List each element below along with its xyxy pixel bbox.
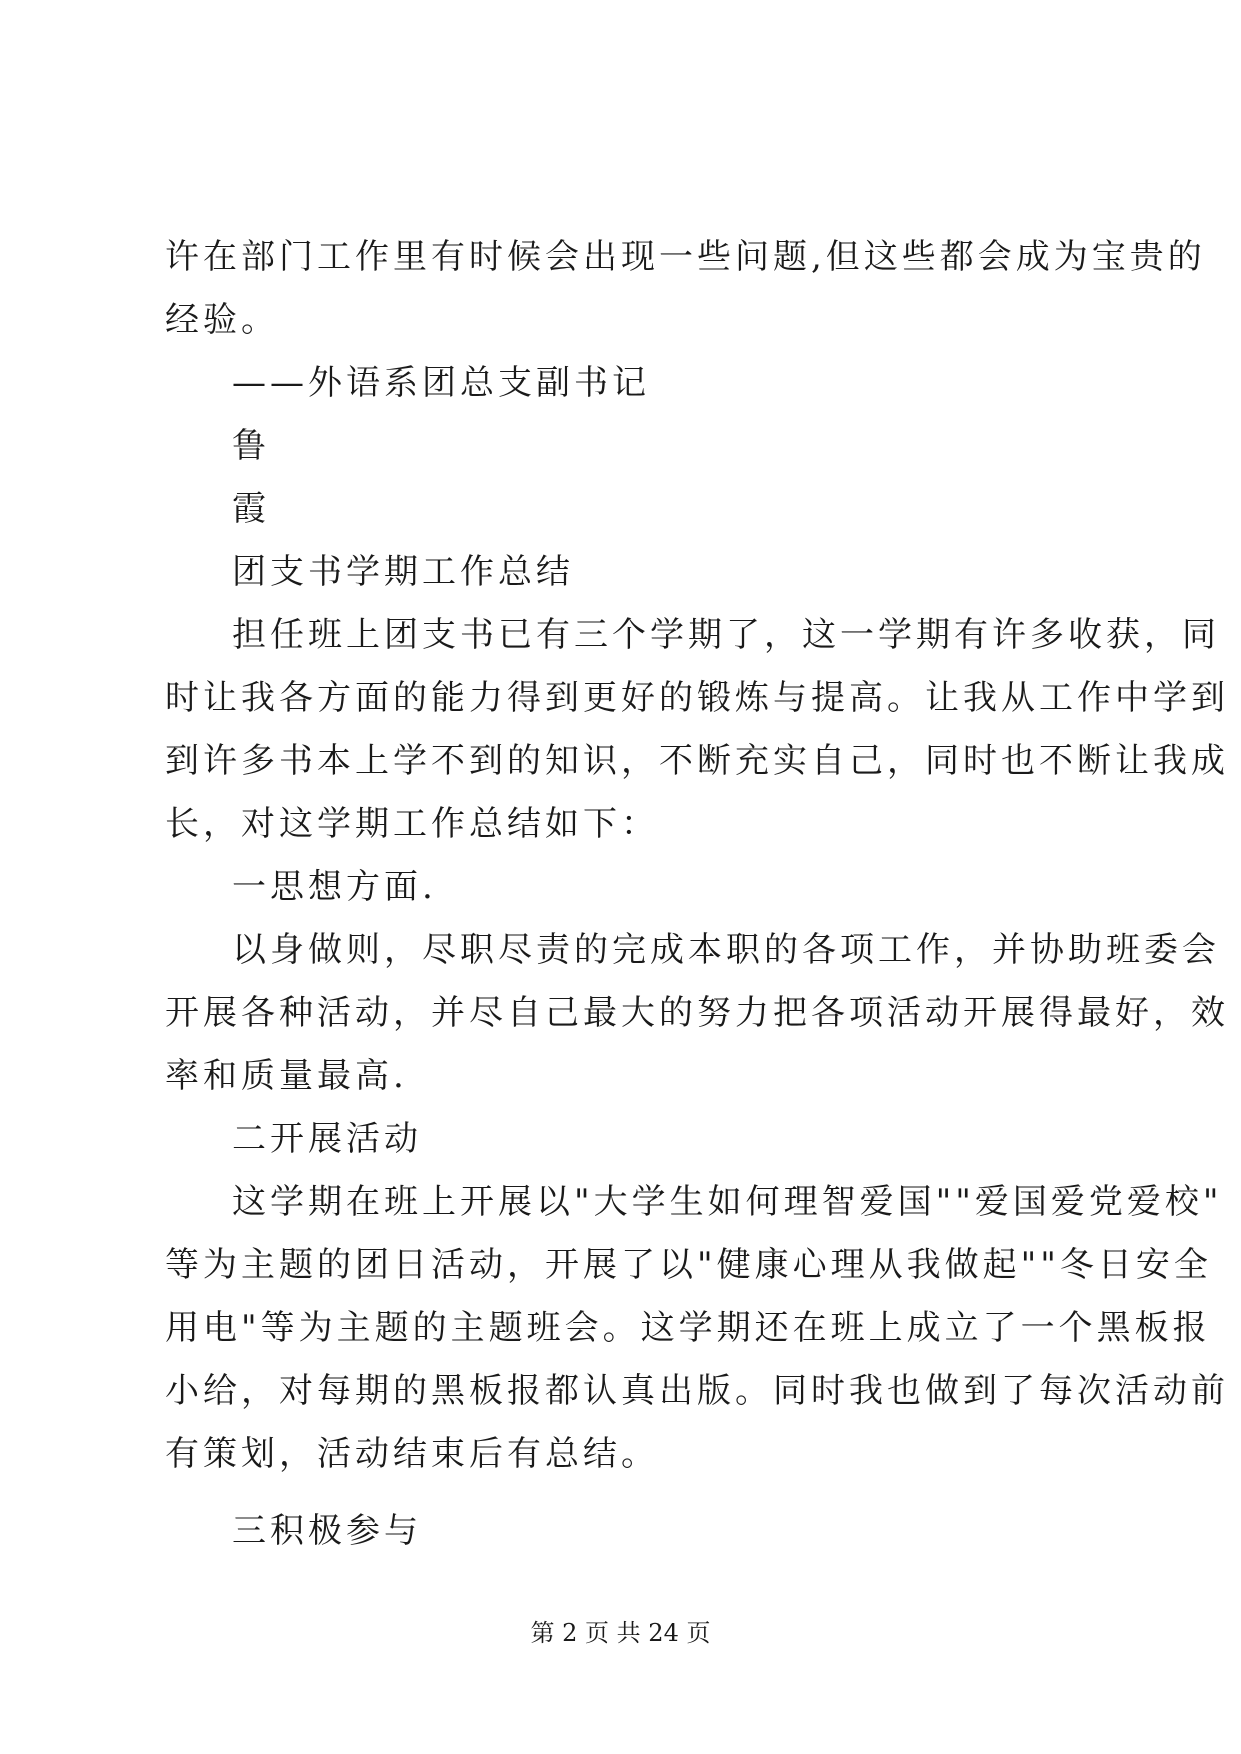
text-line: 等为主题的团日活动，开展了以"健康心理从我做起""冬日安全: [165, 1245, 1212, 1285]
text-line: 这学期在班上开展以"大学生如何理智爱国""爱国爱党爱校": [232, 1182, 1223, 1222]
text-line: 担任班上团支书已有三个学期了，这一学期有许多收获，同: [232, 615, 1220, 655]
signature-name-line: 鲁: [232, 426, 270, 466]
text-line: 以身做则，尽职尽责的完成本职的各项工作，并协助班委会: [232, 930, 1220, 970]
text-line: 到许多书本上学不到的知识，不断充实自己，同时也不断让我成: [165, 741, 1229, 781]
subheading: 一思想方面.: [232, 867, 437, 907]
signature-name-line: 霞: [232, 489, 270, 529]
section-title: 团支书学期工作总结: [232, 552, 574, 592]
page-number-footer: 第 2 页 共 24 页: [530, 1619, 711, 1647]
subheading: 二开展活动: [232, 1119, 422, 1159]
text-line: 率和质量最高.: [165, 1056, 408, 1096]
signature-line: ——外语系团总支副书记: [232, 363, 650, 403]
text-line: 时让我各方面的能力得到更好的锻炼与提高。让我从工作中学到: [165, 678, 1229, 718]
subheading: 三积极参与: [232, 1511, 422, 1551]
text-line: 许在部门工作里有时候会出现一些问题,但这些都会成为宝贵的: [165, 237, 1206, 277]
text-line: 有策划，活动结束后有总结。: [165, 1434, 659, 1474]
text-line: 小给，对每期的黑板报都认真出版。同时我也做到了每次活动前: [165, 1371, 1229, 1411]
text-line: 用电"等为主题的主题班会。这学期还在班上成立了一个黑板报: [165, 1308, 1211, 1348]
text-line: 开展各种活动，并尽自己最大的努力把各项活动开展得最好，效: [165, 993, 1229, 1033]
text-line: 经验。: [165, 300, 279, 340]
text-line: 长，对这学期工作总结如下：: [165, 804, 659, 844]
